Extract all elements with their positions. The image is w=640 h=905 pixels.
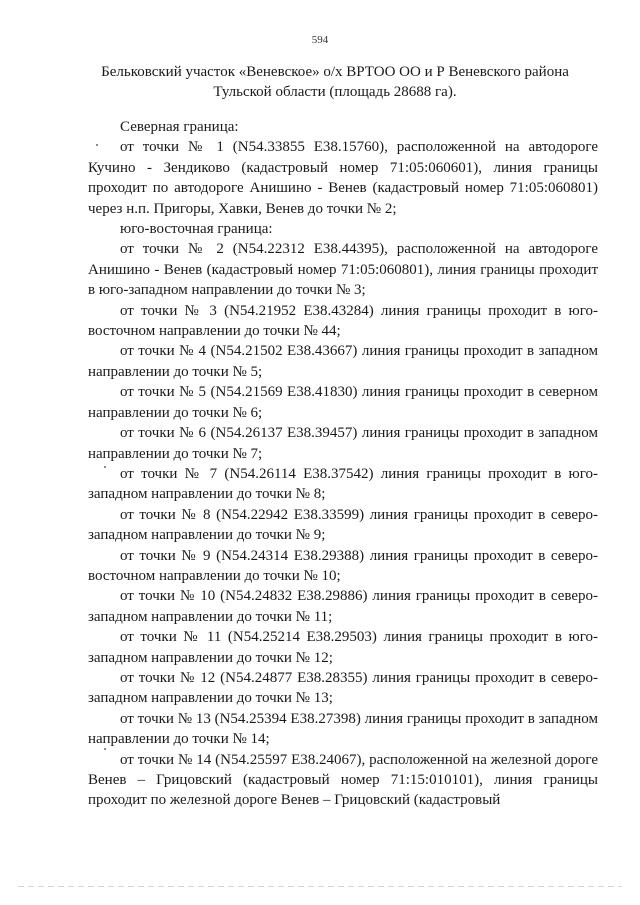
boundary-paragraph-point-8: от точки № 8 (N54.22942 E38.33599) линия границы проходит в северо-западном направлении до точки № 9; [88,506,598,544]
scan-speck [96,144,98,146]
boundary-paragraph-point-6: от точки № 6 (N54.26137 E38.39457) линия границы проходит в западном направлении до точки № 7; [88,425,598,462]
document-body [88,117,598,811]
boundary-paragraph-point-13: от точки № 13 (N54.25394 E38.27398) линия границы проходит в западном направлении до точки № 14; [88,710,598,748]
section-heading-north: Северная граница: [120,119,239,135]
page-number: 594 [311,34,329,46]
section-heading-southeast: юго-восточная граница: [120,221,273,238]
title-line-2: Тульской области (площадь 28688 га). [213,84,457,100]
boundary-paragraph-point-2: от точки № 2 (N54.22312 E38.44395), расположенной на автодороге Анишино - Венев (кадастровый номер 71:05:060801), линия границы проходит в юго-западном направлении до точки № 3; [88,241,598,299]
scan-speck [104,466,106,468]
boundary-paragraph-point-11: от точки № 11 (N54.25214 E38.29503) линия границы проходит в юго-западном направлении до точки № 12; [88,629,598,666]
boundary-paragraph-point-5: от точки № 5 (N54.21569 E38.41830) линия границы проходит в северном направлении до точки № 6; [88,384,598,421]
boundary-paragraph-point-7: от точки № 7 (N54.26114 E38.37542) линия границы проходит в юго-западном направлении до точки № 8; [88,465,598,503]
scan-edge-noise [18,886,622,887]
boundary-paragraph-point-3: от точки № 3 (N54.21952 E38.43284) линия границы проходит в юго-восточном направлении до точки № 44; [88,302,598,340]
boundary-paragraph-point-4: от точки № 4 (N54.21502 E38.43667) линия границы проходит в западном направлении до точки № 5; [88,343,598,380]
boundary-paragraph-point-14: от точки № 14 (N54.25597 E38.24067), расположенной на железной дороге Венев – Грицовский (кадастровый номер 71:15:010101), линия границы проходит по железной дороге Венев – Грицовский (кадастровый [88,751,598,809]
title-line-1: Бельковский участок «Веневское» о/х ВРТОО ОО и Р Веневского района [101,64,569,80]
boundary-paragraph-point-1: от точки № 1 (N54.33855 E38.15760), расположенной на автодороге Кучино - Зендиково (кадастровый номер 71:05:060601), линия границы проходит по автодороге Анишино - Венев (кадастровый номер 71:05:060801) через н.п. Пригоры, Хавки, Венев до точки № 2; [88,139,598,217]
document-title [70,62,600,102]
boundary-paragraph-point-12: от точки № 12 (N54.24877 E38.28355) линия границы проходит в северо-западном направлении до точки № 13; [88,669,598,707]
boundary-paragraph-point-10: от точки № 10 (N54.24832 E38.29886) линия границы проходит в северо-западном направлении до точки № 11; [88,588,598,625]
boundary-paragraph-point-9: от точки № 9 (N54.24314 E38.29388) линия границы проходит в северо-восточном направлении до точки № 10; [88,547,598,584]
scan-speck [104,748,106,750]
